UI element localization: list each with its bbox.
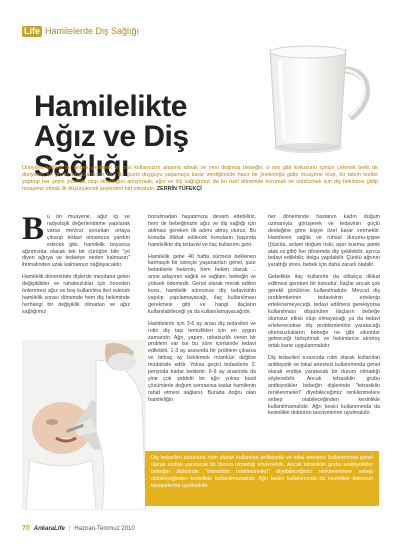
footer-divider: |	[68, 525, 71, 532]
column-1	[22, 211, 130, 321]
life-logo: Life	[24, 25, 41, 36]
col2-paragraph-3: Hamilelerin için 3-6 ay arası diş tedavileri ve rutin diş taşı temizlikleri için en uygun zamandır. Ağrı, yapım, rahatsızlık veren bir problem var ise bu süre içerisinde tedavi edilebilir. 1-3 ay arasında bir problem çıkarsa ve birkaç ay beklemek mümkün değilse müdahale edilir. Yoksa geçici tedavilerle 2. periyoda kadar beklenir. 6-9 ay arasında da yine çok şiddetli bir ağrı yoksa basit çözümlerle doğum sonrasına kadar hamilenin rahat etmesi sağlanır. Burada doğru olan hamileliğin	[148, 320, 256, 403]
page-number: 70	[22, 525, 30, 532]
article-lead	[22, 165, 378, 193]
drop-cap: B	[22, 211, 45, 247]
title-line-1: Hamilelikte	[34, 90, 187, 123]
title-line-2: Ağız ve Diş Sağlığı	[34, 120, 189, 183]
author-name: ZERRİN TÜFEKÇİ	[156, 186, 202, 192]
col3-paragraph-1: her döneminde hastanın kadın doğum uzmanıyla görüşerek ve tedavinin güçlü desteğine göre kişiye özel karar vermektir. Hamilenin sağlık ve ruhsal durumu-iyişse ((lüzüla, anlam doğum riski, aşırı kusma, panik atak vs.gibi) her dönemde diş çekilebilir, ayrıca tedavi edilebilir, dolgu yapılabilir. Çünkü ağrının yarattığı stres, bebek için daha zararlı olabilir.	[268, 214, 380, 269]
col2-paragraph-2: Hamilelik gebe 40 hafta sürmesi beklenen karmaşık bir süreçte yaşananları genel, şuur bebeklerle hekimin, hem hekim olarak ... anne adayının sağlık ve sağlam, bebeğin ve yüksek ödemedir. Genel olarak merak edilen konu, hamilelik süresince diş tedavisinin yapılıp yapılamayacağı, ilaç kullanılması gerekmesi gibi ve hangi ilaçların kullanılabileceği ya da kullanılamayacağıdır.	[148, 253, 256, 315]
col1-paragraph-2: Hamilelik döneminde dişlerde meydana gelen değişiklikler ve rahatsızlıklar için önceden önlenmesi ağız ve boş kullanılma ileri edecek hamilelik sorası dönemde hem diş hekiminde herhangi bir değişiklik olmadan ve ağız sağlığımız	[22, 274, 130, 315]
col1-p1-text: u ön muayene, ağız içi ve radyolojik değerlendirme yapılarak varsa mevcut sorunları ortaya çıkarıp tedavi olmamıza yardım edecek gibi, hamilelik boyunca ağzımızda olacak tek bir çürüğün bile "yo diyen ağrıya ve tedaviye neden kalmasın" ihtimalinden uzak kalmamızı sağlayacaktır.	[22, 214, 130, 269]
col1-paragraph-1	[22, 211, 130, 269]
col3-paragraph-2: Gebelikte ilaç kullanımı da oldukça dikkat edilmesi gereken bir konudur. İlaçlar ancak çok gerekli görülürse kullanılmalıdır. Mevcut diş problemlerinin tedavisinin ertelenip ertelenemeyeceği, tedavi edilmesi gerekiyorsa kullanılması düşünülen ilaçların bebeğe olumsuz etkisi olup olmayacağı ya da tedavi ertelenecekse diş problemlerinin yaratacağı olumsuzlukların bebeğe ne gibi sıkıntılar getireceği tartışılmalı ve hekimlerce alınmış ortak karar uygulanmalıdır.	[268, 274, 380, 350]
page-header	[22, 24, 139, 38]
column-3	[268, 214, 380, 422]
col2-paragraph-1: bozulmadan hayatımıza devam edebiliriz, hem de bebeğimizin ağız ve diş sağlığı için atılması gereken ilk adımı atmış oluruz. Bu konuda dikkat edilecek konuların başında hamilelikte diş tedavisi ve ilaç kullanımı gelir.	[148, 214, 256, 248]
col3-paragraph-3: Diş tedavileri sırasında rutin olarak kullanılan antibiyotik ve lokal anestezi kullanımında genel olarak endişe yaratacak bir durum olmadığı söylenebilir. Ancak tetrasiklin grubu antibiyotikler bebeğin dişlerinde "tetrasiklin renklenmeleri" diyebileceğimiz renklenmelere sebep olabileceğinden kesinlikle kullanılmamalıdır. Ağrı kesici kullanımında da kesinlikle doktorun tavsiyelerine uyulmalıdır.	[268, 355, 380, 417]
lead-text: Dünyaya sağlıklı bir bebek getirmek ve onu kollarınızın arasına almak ve yeni doğmuş bebeğin, o mis gibi kokusunu içinize çekmek belki de dünyanın en güzel duygularından biri. Bu güzel duyguyu yaşamaya karar verdiğinizde hazır bir jinekoloğa gidip muayene olup, bir takım testler yaptırıp her şeyin yolunda olup olmadığını anlıyorsak, ağız ve diş sağlığımızı da bu özel dönemde korumak ve sürdürmek için diş hekimine gidip muayene olmak ilk düşünülecek şeylerden biri olmalıdır.	[22, 165, 378, 192]
highlight-text: Diş tedavileri sırasında rutin olarak kullanılan antibiyotik ve lokal anestezi kullanımında genel olarak endişe yaratacak bir durum olmadığı söylenebilir. Ancak tetrasiklin grubu antibiyotikler bebeğin dişlerinde "tetrasiklin renklenmeleri" diyebileceğimiz renklenmelere sebep olabileceğinden kesinlikle kullanılmamalıdır. Ağrı kesici kullanımında da kesinlikle doktorun tavsiyelerine uyulmalıdır.	[151, 455, 373, 489]
magazine-brand: AnkaraLife	[33, 525, 65, 532]
page-footer	[22, 525, 135, 532]
milk-glass-photo	[250, 38, 378, 158]
section-title: Hamilelerde Diş Sağlığı	[45, 26, 140, 36]
dentist-photo	[22, 340, 146, 510]
column-2	[148, 214, 256, 409]
highlight-box	[145, 451, 379, 506]
issue-date: Haziran-Temmuz 2010	[74, 525, 135, 532]
